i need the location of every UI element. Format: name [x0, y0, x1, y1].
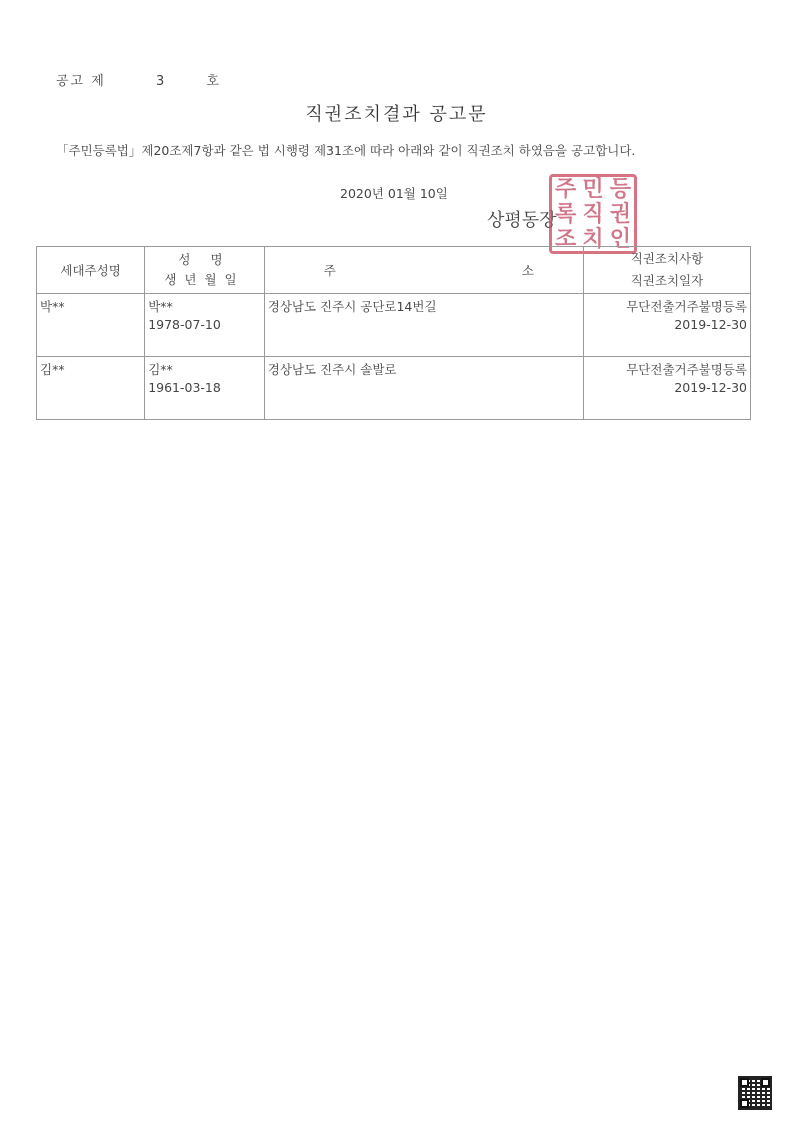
header-householder: 세대주성명: [37, 247, 145, 294]
notice-number: 3: [155, 74, 167, 89]
header-name: 성 명: [178, 252, 231, 267]
seal-char: 주: [555, 176, 577, 203]
seal-char: 등: [609, 176, 631, 203]
seal-char: 록: [555, 200, 577, 227]
cell-name-birth: [145, 357, 265, 420]
header-action: [583, 247, 750, 294]
cell-address: 경상남도 진주시 공단로14번길: [264, 294, 583, 357]
cell-name-birth: [145, 294, 265, 357]
header-action-type: 직권조치사항: [630, 251, 704, 266]
cell-action: [583, 294, 750, 357]
cell-birth: 1978-07-10: [148, 317, 221, 332]
notice-date: 2020년 01월 10일: [340, 186, 448, 201]
cell-action-date: 2019-12-30: [674, 317, 747, 332]
notice-body-text: 「주민등록법」제20조제7항과 같은 법 시행령 제31조에 따라 아래와 같이 직권조치 하였음을 공고합니다.: [56, 143, 636, 158]
header-address: [264, 247, 583, 294]
seal-char: 권: [609, 200, 631, 227]
header-action-date: 직권조치일자: [630, 273, 704, 288]
document-title: 직권조치결과 공고문: [305, 104, 488, 125]
qr-code-icon: [738, 1076, 772, 1110]
cell-action-date: 2019-12-30: [674, 380, 747, 395]
seal-char: 직: [582, 200, 604, 227]
header-birth: 생년월일: [164, 272, 245, 287]
table-header-row: [37, 247, 751, 294]
table-row: [37, 294, 751, 357]
cell-name: 박**: [148, 299, 173, 314]
official-seal: [549, 174, 637, 254]
cell-action: [583, 357, 750, 420]
seal-char: 조: [555, 225, 577, 252]
seal-char: 민: [582, 176, 604, 203]
cell-birth: 1961-03-18: [148, 380, 221, 395]
notice-suffix: 호: [206, 74, 221, 89]
cell-action-type: 무단전출거주불명등록: [626, 362, 747, 377]
office-signature: 상평동장: [487, 210, 557, 231]
notice-number-line: [56, 70, 221, 89]
header-address-right: 소: [521, 263, 534, 278]
header-name-birth: [145, 247, 265, 294]
cell-name: 김**: [148, 362, 173, 377]
seal-char: 치: [582, 225, 604, 252]
cell-householder: 박**: [37, 294, 145, 357]
cell-householder: 김**: [37, 357, 145, 420]
result-table: [36, 246, 751, 420]
header-address-left: 주: [323, 263, 336, 278]
seal-char: 인: [609, 225, 631, 252]
cell-address: 경상남도 진주시 솔발로: [264, 357, 583, 420]
table-row: [37, 357, 751, 420]
notice-label: 공고 제: [56, 74, 106, 89]
cell-action-type: 무단전출거주불명등록: [626, 299, 747, 314]
